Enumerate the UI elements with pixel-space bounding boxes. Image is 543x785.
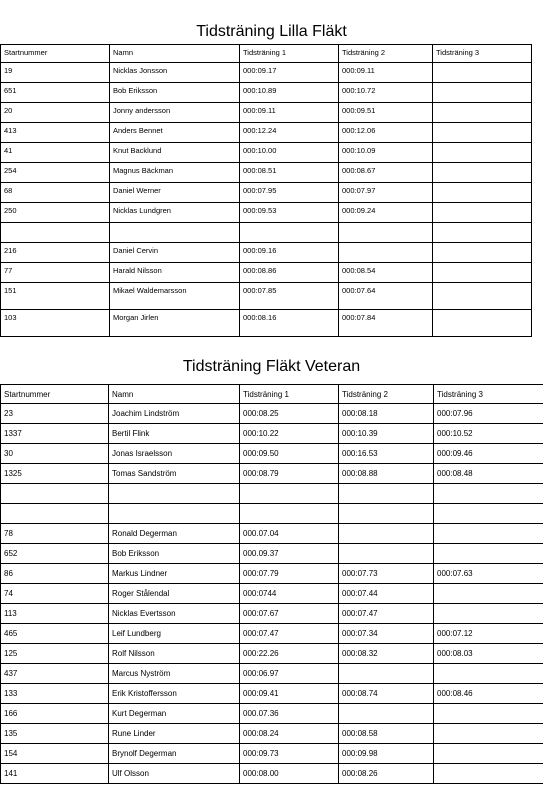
cell-tidstraning-1: 000:08.79 xyxy=(240,464,339,484)
cell-tidstraning-3: 000:09.46 xyxy=(434,444,543,464)
column-header-tidstraning-3: Tidsträning 3 xyxy=(433,45,532,63)
cell-tidstraning-1: 000:09.41 xyxy=(240,684,339,704)
cell-namn: Bob Eriksson xyxy=(110,83,240,103)
cell-namn: Erik Kristoffersson xyxy=(109,684,240,704)
cell-tidstraning-2: 000:07.44 xyxy=(339,584,434,604)
cell-tidstraning-3 xyxy=(434,744,543,764)
cell-tidstraning-3: 000:08.48 xyxy=(434,464,543,484)
cell-namn: Markus Lindner xyxy=(109,564,240,584)
table-row xyxy=(1,504,543,524)
table-header-row xyxy=(1,385,543,404)
cell-tidstraning-3 xyxy=(434,524,543,544)
cell-tidstraning-2 xyxy=(339,243,433,263)
cell-namn: Marcus Nyström xyxy=(109,664,240,684)
table-row xyxy=(1,744,543,764)
cell-startnummer: 216 xyxy=(1,243,110,263)
cell-tidstraning-3 xyxy=(433,203,532,223)
cell-tidstraning-1: 000:10.00 xyxy=(240,143,339,163)
cell-tidstraning-3 xyxy=(434,504,543,524)
cell-namn: Morgan Jirlen xyxy=(110,310,240,337)
cell-tidstraning-1: 000.07.04 xyxy=(240,524,339,544)
cell-tidstraning-1: 000:09.73 xyxy=(240,744,339,764)
cell-tidstraning-1: 000:06.97 xyxy=(240,664,339,684)
cell-namn: Nicklas Evertsson xyxy=(109,604,240,624)
cell-startnummer xyxy=(1,504,109,524)
cell-startnummer: 86 xyxy=(1,564,109,584)
cell-namn: Anders Bennet xyxy=(110,123,240,143)
cell-tidstraning-3 xyxy=(434,704,543,724)
cell-tidstraning-1: 000:22.26 xyxy=(240,644,339,664)
cell-startnummer: 20 xyxy=(1,103,110,123)
cell-tidstraning-1: 000:08.86 xyxy=(240,263,339,283)
cell-namn: Daniel Cervin xyxy=(110,243,240,263)
cell-namn: Leif Lundberg xyxy=(109,624,240,644)
cell-tidstraning-3 xyxy=(433,163,532,183)
cell-tidstraning-1: 000:09.53 xyxy=(240,203,339,223)
cell-tidstraning-1: 000:07.67 xyxy=(240,604,339,624)
cell-tidstraning-3 xyxy=(434,544,543,564)
cell-tidstraning-1: 000:08.51 xyxy=(240,163,339,183)
cell-startnummer: 30 xyxy=(1,444,109,464)
cell-tidstraning-2: 000:09.51 xyxy=(339,103,433,123)
cell-namn: Jonny andersson xyxy=(110,103,240,123)
cell-tidstraning-2: 000:08.74 xyxy=(339,684,434,704)
cell-tidstraning-1: 000:10.22 xyxy=(240,424,339,444)
table-row xyxy=(1,664,543,684)
cell-startnummer: 77 xyxy=(1,263,110,283)
cell-namn: Nicklas Lundgren xyxy=(110,203,240,223)
table-row xyxy=(1,704,543,724)
table-row xyxy=(1,584,543,604)
table-row xyxy=(1,604,543,624)
cell-startnummer: 41 xyxy=(1,143,110,163)
cell-startnummer: 103 xyxy=(1,310,110,337)
column-header-tidstraning-1: Tidsträning 1 xyxy=(240,45,339,63)
cell-namn: Bertil Flink xyxy=(109,424,240,444)
cell-startnummer: 465 xyxy=(1,624,109,644)
table-row xyxy=(1,183,532,203)
cell-tidstraning-1: 000:08.24 xyxy=(240,724,339,744)
cell-startnummer: 154 xyxy=(1,744,109,764)
cell-tidstraning-2: 000:10.72 xyxy=(339,83,433,103)
cell-tidstraning-1 xyxy=(240,484,339,504)
cell-namn xyxy=(109,484,240,504)
cell-tidstraning-3 xyxy=(433,183,532,203)
cell-tidstraning-2 xyxy=(339,504,434,524)
cell-tidstraning-3 xyxy=(433,143,532,163)
table-row xyxy=(1,544,543,564)
cell-startnummer: 437 xyxy=(1,664,109,684)
cell-startnummer: 166 xyxy=(1,704,109,724)
table-row xyxy=(1,464,543,484)
cell-namn: Bob Eriksson xyxy=(109,544,240,564)
cell-tidstraning-3 xyxy=(434,764,543,784)
cell-tidstraning-1: 000:07.47 xyxy=(240,624,339,644)
cell-namn: Rune Linder xyxy=(109,724,240,744)
cell-tidstraning-1: 000:08.25 xyxy=(240,404,339,424)
cell-startnummer: 250 xyxy=(1,203,110,223)
cell-startnummer: 68 xyxy=(1,183,110,203)
column-header-namn: Namn xyxy=(110,45,240,63)
cell-tidstraning-2: 000:12.06 xyxy=(339,123,433,143)
cell-tidstraning-3 xyxy=(434,484,543,504)
table1-title: Tidsträning Lilla Fläkt xyxy=(196,23,347,40)
cell-tidstraning-2 xyxy=(339,704,434,724)
cell-startnummer xyxy=(1,223,110,243)
table2-body xyxy=(1,404,543,784)
table-lilla-flakt xyxy=(0,44,532,337)
table-row xyxy=(1,624,543,644)
table-row xyxy=(1,764,543,784)
cell-tidstraning-3: 000:07.63 xyxy=(434,564,543,584)
cell-tidstraning-1: 000:09.50 xyxy=(240,444,339,464)
cell-tidstraning-1 xyxy=(240,504,339,524)
cell-tidstraning-1: 000:10.89 xyxy=(240,83,339,103)
cell-tidstraning-2: 000:09.11 xyxy=(339,63,433,83)
cell-startnummer: 133 xyxy=(1,684,109,704)
cell-namn: Rolf Nilsson xyxy=(109,644,240,664)
cell-tidstraning-2 xyxy=(339,484,434,504)
table-row xyxy=(1,484,543,504)
cell-tidstraning-2: 000:07.73 xyxy=(339,564,434,584)
cell-tidstraning-2: 000:10.39 xyxy=(339,424,434,444)
cell-tidstraning-1: 000.09.37 xyxy=(240,544,339,564)
column-header-tidstraning-3: Tidsträning 3 xyxy=(434,385,543,404)
cell-namn: Daniel Werner xyxy=(110,183,240,203)
table-row xyxy=(1,684,543,704)
table-row xyxy=(1,203,532,223)
table-row xyxy=(1,263,532,283)
cell-tidstraning-3: 000:08.46 xyxy=(434,684,543,704)
table-row xyxy=(1,123,532,143)
cell-namn xyxy=(110,223,240,243)
table-flakt-veteran xyxy=(0,384,543,784)
cell-tidstraning-1: 000.07.36 xyxy=(240,704,339,724)
table-row xyxy=(1,724,543,744)
cell-tidstraning-2: 000:07.64 xyxy=(339,283,433,310)
cell-tidstraning-1: 000:08.16 xyxy=(240,310,339,337)
cell-tidstraning-1: 000:07.85 xyxy=(240,283,339,310)
cell-namn: Tomas Sandström xyxy=(109,464,240,484)
table-row xyxy=(1,223,532,243)
cell-tidstraning-2: 000:09.24 xyxy=(339,203,433,223)
cell-tidstraning-3 xyxy=(433,223,532,243)
cell-namn: Brynolf Degerman xyxy=(109,744,240,764)
cell-tidstraning-3 xyxy=(433,283,532,310)
cell-tidstraning-3 xyxy=(433,63,532,83)
cell-tidstraning-1: 000:07.95 xyxy=(240,183,339,203)
cell-namn: Mikael Waldemarsson xyxy=(110,283,240,310)
cell-tidstraning-2: 000:08.32 xyxy=(339,644,434,664)
cell-startnummer: 1325 xyxy=(1,464,109,484)
table-row xyxy=(1,103,532,123)
table-row xyxy=(1,524,543,544)
cell-startnummer: 254 xyxy=(1,163,110,183)
cell-startnummer: 652 xyxy=(1,544,109,564)
table-row xyxy=(1,404,543,424)
cell-namn: Roger Stålendal xyxy=(109,584,240,604)
table-row xyxy=(1,283,532,310)
cell-tidstraning-2: 000:08.54 xyxy=(339,263,433,283)
cell-tidstraning-2: 000:07.97 xyxy=(339,183,433,203)
cell-tidstraning-3: 000:07.12 xyxy=(434,624,543,644)
cell-tidstraning-2: 000:10.09 xyxy=(339,143,433,163)
cell-tidstraning-2: 000:07.34 xyxy=(339,624,434,644)
column-header-tidstraning-1: Tidsträning 1 xyxy=(240,385,339,404)
cell-namn xyxy=(109,504,240,524)
cell-tidstraning-2: 000:08.26 xyxy=(339,764,434,784)
cell-startnummer: 19 xyxy=(1,63,110,83)
cell-tidstraning-2: 000:08.67 xyxy=(339,163,433,183)
cell-startnummer: 135 xyxy=(1,724,109,744)
column-header-startnummer: Startnummer xyxy=(1,385,109,404)
cell-tidstraning-2 xyxy=(339,544,434,564)
cell-tidstraning-2: 000:08.58 xyxy=(339,724,434,744)
table-row xyxy=(1,644,543,664)
cell-tidstraning-1: 000:09.11 xyxy=(240,103,339,123)
cell-tidstraning-2 xyxy=(339,524,434,544)
cell-startnummer xyxy=(1,484,109,504)
cell-tidstraning-3: 000:07.96 xyxy=(434,404,543,424)
cell-tidstraning-2: 000:16.53 xyxy=(339,444,434,464)
cell-namn: Knut Backlund xyxy=(110,143,240,163)
cell-tidstraning-2: 000:09.98 xyxy=(339,744,434,764)
cell-tidstraning-3: 000:08.03 xyxy=(434,644,543,664)
cell-tidstraning-1: 000:07.79 xyxy=(240,564,339,584)
cell-tidstraning-3 xyxy=(433,263,532,283)
column-header-tidstraning-2: Tidsträning 2 xyxy=(339,385,434,404)
cell-startnummer: 125 xyxy=(1,644,109,664)
cell-tidstraning-2: 000:08.18 xyxy=(339,404,434,424)
cell-namn: Nicklas Jonsson xyxy=(110,63,240,83)
table-row xyxy=(1,444,543,464)
cell-tidstraning-3 xyxy=(434,604,543,624)
cell-startnummer: 78 xyxy=(1,524,109,544)
cell-namn: Harald Nilsson xyxy=(110,263,240,283)
cell-tidstraning-3 xyxy=(434,724,543,744)
cell-tidstraning-3 xyxy=(433,243,532,263)
cell-tidstraning-2: 000:08.88 xyxy=(339,464,434,484)
table-row xyxy=(1,143,532,163)
table1-body xyxy=(1,63,532,337)
cell-namn: Magnus Bäckman xyxy=(110,163,240,183)
cell-tidstraning-3 xyxy=(433,83,532,103)
cell-tidstraning-3 xyxy=(434,664,543,684)
cell-startnummer: 113 xyxy=(1,604,109,624)
cell-tidstraning-3: 000:10.52 xyxy=(434,424,543,444)
cell-tidstraning-2: 000:07.84 xyxy=(339,310,433,337)
table-row xyxy=(1,424,543,444)
cell-tidstraning-3 xyxy=(433,103,532,123)
cell-tidstraning-1: 000:12.24 xyxy=(240,123,339,143)
cell-startnummer: 141 xyxy=(1,764,109,784)
cell-tidstraning-2: 000:07.47 xyxy=(339,604,434,624)
cell-tidstraning-3 xyxy=(433,123,532,143)
table-row xyxy=(1,163,532,183)
column-header-namn: Namn xyxy=(109,385,240,404)
column-header-startnummer: Startnummer xyxy=(1,45,110,63)
cell-startnummer: 151 xyxy=(1,283,110,310)
cell-tidstraning-3 xyxy=(433,310,532,337)
table-header-row xyxy=(1,45,532,63)
cell-startnummer: 23 xyxy=(1,404,109,424)
cell-tidstraning-1: 000:09.17 xyxy=(240,63,339,83)
table-row xyxy=(1,243,532,263)
table-row xyxy=(1,564,543,584)
table-row xyxy=(1,310,532,337)
column-header-tidstraning-2: Tidsträning 2 xyxy=(339,45,433,63)
cell-startnummer: 1337 xyxy=(1,424,109,444)
cell-namn: Ronald Degerman xyxy=(109,524,240,544)
table-row xyxy=(1,63,532,83)
cell-tidstraning-2 xyxy=(339,664,434,684)
cell-tidstraning-1: 000:08.00 xyxy=(240,764,339,784)
table2-title: Tidsträning Fläkt Veteran xyxy=(182,358,361,375)
cell-namn: Jonas Israelsson xyxy=(109,444,240,464)
table-row xyxy=(1,83,532,103)
cell-namn: Joachim Lindström xyxy=(109,404,240,424)
cell-tidstraning-3 xyxy=(434,584,543,604)
cell-startnummer: 651 xyxy=(1,83,110,103)
cell-namn: Ulf Olsson xyxy=(109,764,240,784)
cell-tidstraning-1: 000:09.16 xyxy=(240,243,339,263)
cell-tidstraning-1 xyxy=(240,223,339,243)
cell-tidstraning-2 xyxy=(339,223,433,243)
cell-tidstraning-1: 000:0744 xyxy=(240,584,339,604)
cell-startnummer: 413 xyxy=(1,123,110,143)
cell-namn: Kurt Degerman xyxy=(109,704,240,724)
cell-startnummer: 74 xyxy=(1,584,109,604)
